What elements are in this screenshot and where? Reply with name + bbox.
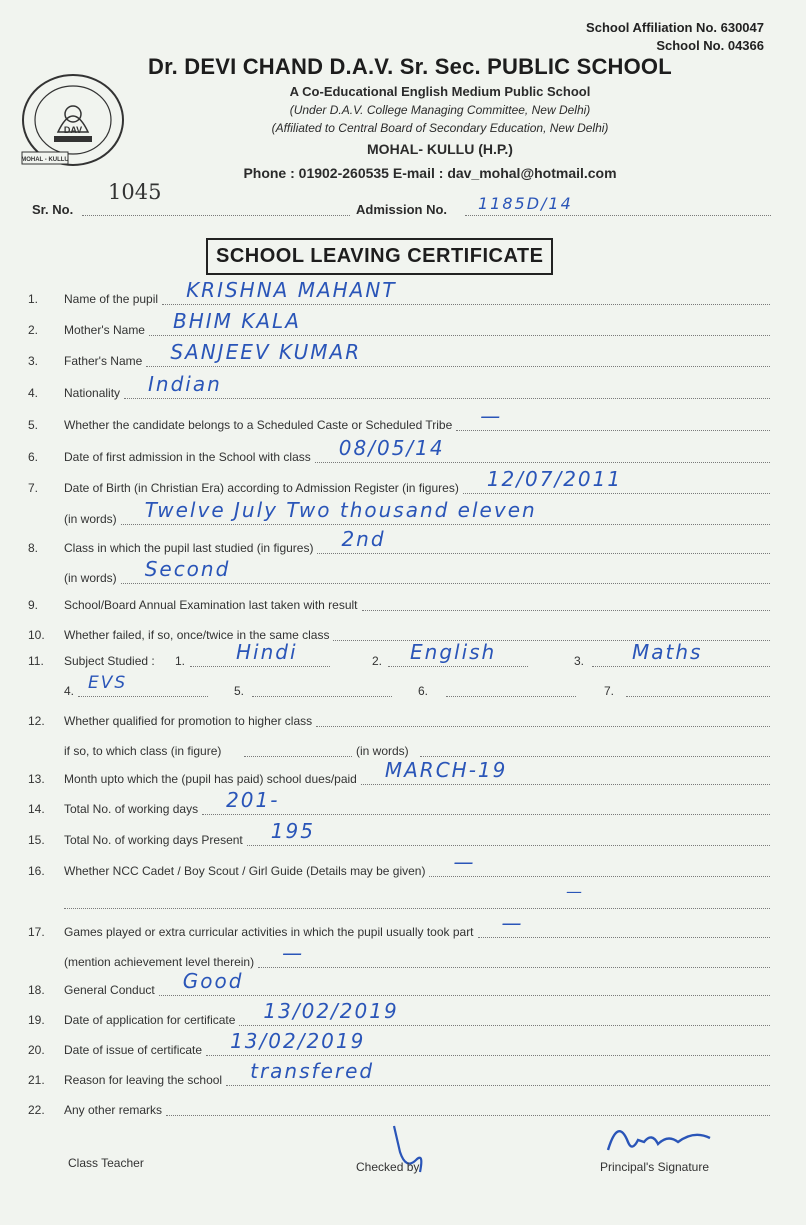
field-label: Date of Birth (in Christian Era) according to Admission Register (in figures): [64, 481, 459, 495]
subject-number: 5.: [234, 684, 245, 698]
field-line: [124, 398, 770, 399]
field-line: [149, 335, 770, 336]
field-number: 16.: [28, 864, 45, 878]
field-value: —: [282, 941, 305, 965]
field-line: [247, 845, 770, 846]
divider: [465, 215, 771, 216]
field-line: [159, 995, 770, 996]
field-number: 13.: [28, 772, 45, 786]
subject-number: 1.: [175, 654, 186, 668]
field-number: 7.: [28, 481, 39, 495]
subject-2-value: English: [410, 640, 497, 664]
field-line: [317, 553, 770, 554]
logo-text: DAV: [63, 125, 83, 135]
field-line: [316, 726, 770, 727]
field-value: Good: [182, 969, 244, 993]
field-number: 12.: [28, 714, 45, 728]
field-number: 10.: [28, 628, 45, 642]
admission-number-value: 1185D/14: [478, 194, 573, 213]
field-label: Total No. of working days: [64, 802, 199, 816]
field-label: Mother's Name: [64, 323, 145, 337]
field-number: 2.: [28, 323, 39, 337]
field-number: 8.: [28, 541, 39, 555]
field-value: BHIM KALA: [172, 309, 301, 333]
field-value: 201-: [226, 788, 280, 812]
field-line: [463, 493, 770, 494]
subject-1-value: Hindi: [236, 640, 298, 664]
field-value: SANJEEV KUMAR: [170, 340, 362, 364]
class-teacher-label: Class Teacher: [68, 1156, 144, 1170]
field-label: Father's Name: [64, 354, 143, 368]
school-logo: [18, 70, 128, 170]
field-label: (mention achievement level therein): [64, 955, 255, 969]
affiliation-line: (Affiliated to Central Board of Secondary Education, New Delhi): [271, 121, 609, 135]
school-name: Dr. DEVI CHAND D.A.V. Sr. Sec. PUBLIC SCHOOL: [148, 54, 672, 79]
field-label: Whether the candidate belongs to a Scheduled Caste or Scheduled Tribe: [64, 418, 453, 432]
field-line: [478, 937, 770, 938]
divider: [420, 756, 770, 757]
divider: [190, 666, 330, 667]
field-line: [429, 876, 770, 877]
promotion-class-words-label: (in words): [356, 744, 409, 758]
field-label: Date of application for certificate: [64, 1013, 236, 1027]
field-number: 14.: [28, 802, 45, 816]
field-line: [239, 1025, 770, 1026]
field-number: 1.: [28, 292, 39, 306]
subject-4-value: EVS: [88, 673, 128, 693]
field-value: MARCH-19: [384, 758, 508, 782]
field-label: (in words): [64, 571, 117, 585]
field-line: [146, 366, 770, 367]
field-label: Whether qualified for promotion to higher class: [64, 714, 313, 728]
field-value: —: [453, 850, 476, 874]
field-value: 12/07/2011: [486, 467, 623, 491]
field-number: 20.: [28, 1043, 45, 1057]
field-number: 17.: [28, 925, 45, 939]
field-label: School/Board Annual Examination last taken with result: [64, 598, 358, 612]
principal-signature-label: Principal's Signature: [600, 1160, 710, 1174]
field-value: transfered: [250, 1059, 375, 1083]
certificate-title: SCHOOL LEAVING CERTIFICATE: [206, 238, 553, 275]
divider: [626, 696, 770, 697]
field-number: 22.: [28, 1103, 45, 1117]
field-label: Nationality: [64, 386, 121, 400]
serial-number-value: 1045: [108, 180, 162, 204]
school-location: MOHAL- KULLU (H.P.): [367, 141, 513, 157]
divider: [252, 696, 392, 697]
field-label: Any other remarks: [64, 1103, 163, 1117]
field-value: —: [501, 911, 524, 935]
divider: [446, 696, 576, 697]
subject-3-value: Maths: [632, 640, 703, 664]
field-value: KRISHNA MAHANT: [186, 278, 397, 302]
field-number: 3.: [28, 354, 39, 368]
field-number: 21.: [28, 1073, 45, 1087]
field-value: —: [480, 404, 503, 428]
field-line: [315, 462, 770, 463]
field-number: 11.: [28, 654, 44, 668]
divider: [244, 756, 352, 757]
field-label: Month upto which the (pupil has paid) school dues/paid: [64, 772, 357, 786]
field-line: [362, 610, 770, 611]
field-value: 13/02/2019: [230, 1029, 366, 1053]
subject-number: 2.: [372, 654, 383, 668]
field-line: [202, 814, 770, 815]
field-label: Whether failed, if so, once/twice in the same class: [64, 628, 330, 642]
subject-number: 7.: [604, 684, 615, 698]
subject-number: 3.: [574, 654, 585, 668]
field-value: 195: [270, 819, 315, 843]
divider: [82, 215, 350, 216]
admission-number-label: Admission No.: [356, 202, 448, 217]
school-number: School No. 04366: [656, 38, 764, 53]
field-label: Whether NCC Cadet / Boy Scout / Girl Guide (Details may be given): [64, 864, 426, 878]
school-medium: A Co-Educational English Medium Public School: [289, 84, 591, 99]
dash-mark: —: [566, 882, 584, 901]
divider: [388, 666, 528, 667]
field-value: Indian: [148, 372, 222, 396]
field-label: Date of issue of certificate: [64, 1043, 203, 1057]
serial-number-label: Sr. No.: [32, 202, 74, 217]
field-number: 18.: [28, 983, 45, 997]
field-line: [162, 304, 770, 305]
divider: [592, 666, 770, 667]
field-label: Total No. of working days Present: [64, 833, 243, 847]
management-line: (Under D.A.V. College Managing Committee, New Delhi): [289, 103, 591, 117]
logo-caption: MOHAL - KULLU: [21, 157, 69, 163]
field-label: General Conduct: [64, 983, 155, 997]
affiliation-number: School Affiliation No. 630047: [586, 20, 764, 35]
field-label: Class in which the pupil last studied (in figures): [64, 541, 314, 555]
field-label: Reason for leaving the school: [64, 1073, 223, 1087]
field-label: Games played or extra curricular activities in which the pupil usually took part: [64, 925, 474, 939]
field-value: Twelve July Two thousand eleven: [144, 498, 537, 522]
subjects-label: Subject Studied :: [64, 654, 155, 668]
divider: [78, 696, 208, 697]
divider: [64, 908, 770, 909]
contact-line: Phone : 01902-260535 E-mail : dav_mohal@hotmail.com: [243, 165, 617, 181]
field-line: [121, 524, 770, 525]
field-line: [121, 583, 770, 584]
field-value: 08/05/14: [338, 436, 445, 460]
subject-number: 6.: [418, 684, 429, 698]
field-line: [361, 784, 770, 785]
field-line: [206, 1055, 770, 1056]
field-number: 5.: [28, 418, 39, 432]
field-number: 6.: [28, 450, 39, 464]
field-number: 4.: [28, 386, 39, 400]
field-line: [333, 640, 770, 641]
field-line: [258, 967, 770, 968]
field-label: Date of first admission in the School with class: [64, 450, 311, 464]
field-value: 2nd: [341, 527, 386, 551]
principal-signature-mark: [598, 1112, 728, 1167]
field-line: [456, 430, 770, 431]
checked-by-label: Checked by: [356, 1160, 420, 1174]
field-number: 9.: [28, 598, 39, 612]
field-label: (in words): [64, 512, 117, 526]
field-value: 13/02/2019: [263, 999, 399, 1023]
checker-signature-mark: [380, 1122, 440, 1187]
field-value: Second: [144, 557, 231, 581]
field-number: 15.: [28, 833, 45, 847]
promotion-class-figure-label: if so, to which class (in figure): [64, 744, 222, 758]
field-label: Name of the pupil: [64, 292, 159, 306]
subject-number: 4.: [64, 684, 75, 698]
field-line: [226, 1085, 770, 1086]
field-number: 19.: [28, 1013, 45, 1027]
